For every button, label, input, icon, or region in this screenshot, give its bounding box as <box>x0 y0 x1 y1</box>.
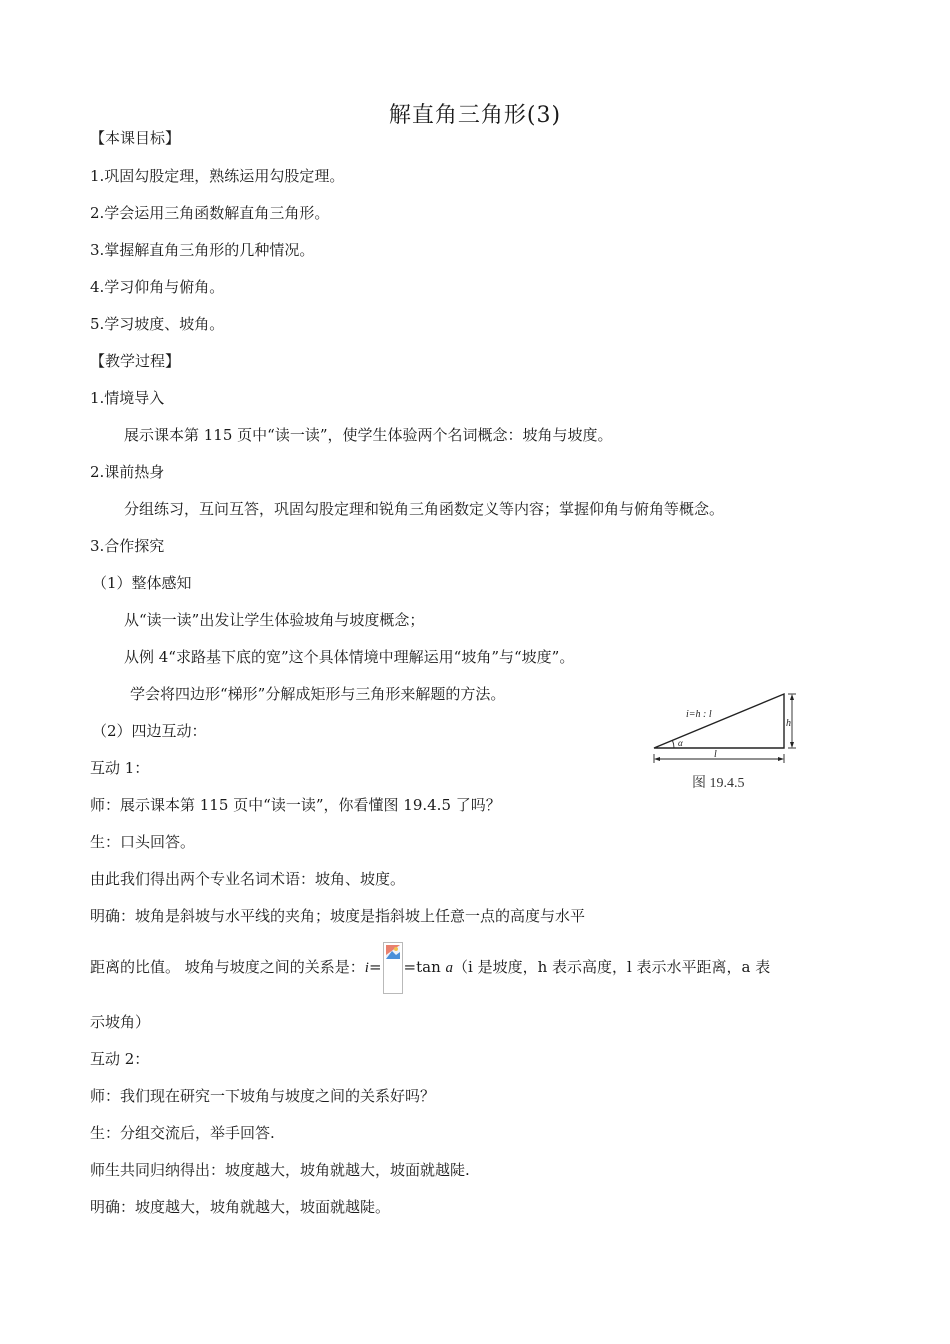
goal-item-5: 5.学习坡度、坡角。 <box>90 315 225 333</box>
interaction-2-title: 互动 2： <box>90 1050 150 1068</box>
formula-line-suffix: （i 是坡度，h 表示高度，l 表示水平距离，a 表 <box>453 958 771 976</box>
interaction-2-teacher: 师：我们现在研究一下坡角与坡度之间的关系好吗？ <box>90 1087 436 1105</box>
goal-item-1: 1.巩固勾股定理，熟练运用勾股定理。 <box>90 167 345 185</box>
angle-arc <box>673 741 675 748</box>
formula-i-symbol: i <box>364 960 369 976</box>
section-3-para-3: 学会将四边形“梯形”分解成矩形与三角形来解题的方法。 <box>130 685 506 703</box>
section-2-title: 2.课前热身 <box>90 463 165 481</box>
fraction-image-placeholder <box>383 942 403 994</box>
section-3-sub-2: （2）四边互动： <box>92 722 207 740</box>
interaction-1-definition: 明确：坡角是斜坡与水平线的夹角；坡度是指斜坡上任意一点的高度与水平 <box>90 907 586 925</box>
section-3-para-1: 从“读一读”出发让学生体验坡角与坡度概念； <box>124 611 425 629</box>
formula-alpha: a <box>445 960 453 976</box>
section-3-para-2: 从例 4“求路基下底的宽”这个具体情境中理解运用“坡角”与“坡度”。 <box>124 648 575 666</box>
interaction-1-teacher: 师：展示课本第 115 页中“读一读”，你看懂图 19.4.5 了吗？ <box>90 796 501 814</box>
image-icon <box>386 945 400 959</box>
interaction-2-student: 生：分组交流后，举手回答. <box>90 1124 275 1142</box>
interaction-1-definition-end: 示坡角） <box>90 1013 151 1031</box>
section-1-title: 1.情境导入 <box>90 389 165 407</box>
section-1-text: 展示课本第 115 页中“读一读”，使学生体验两个名词概念：坡角与坡度。 <box>124 426 613 444</box>
formula-equals: = <box>368 958 382 976</box>
triangle-shape <box>654 694 784 748</box>
length-label: l <box>714 749 717 760</box>
page-title: 解直角三角形(3) <box>388 103 562 128</box>
goal-item-2: 2.学会运用三角函数解直角三角形。 <box>90 204 330 222</box>
figure-caption: 图 19.4.5 <box>692 776 745 791</box>
process-header: 【教学过程】 <box>90 352 181 370</box>
interaction-2-summary: 师生共同归纳得出：坡度越大，坡角就越大，坡面就越陡. <box>90 1161 470 1179</box>
slope-triangle-diagram <box>648 686 808 776</box>
formula-tan: =tan <box>403 958 446 976</box>
section-2-text: 分组练习，互问互答，巩固勾股定理和锐角三角函数定义等内容；掌握仰角与俯角等概念。 <box>124 500 725 518</box>
angle-label: α <box>678 738 683 748</box>
goal-item-4: 4.学习仰角与俯角。 <box>90 278 225 296</box>
formula-line-prefix: 距离的比值。 坡角与坡度之间的关系是： <box>90 958 365 976</box>
interaction-1-result: 由此我们得出两个专业名词术语：坡角、坡度。 <box>90 870 406 888</box>
goals-header: 【本课目标】 <box>90 129 181 147</box>
interaction-1-title: 互动 1： <box>90 759 150 777</box>
goal-item-3: 3.掌握解直角三角形的几种情况。 <box>90 241 315 259</box>
section-3-sub-1: （1）整体感知 <box>92 574 192 592</box>
interaction-1-student: 生：口头回答。 <box>90 833 196 851</box>
ratio-label: i=h : l <box>686 709 712 720</box>
height-label: h <box>786 718 791 729</box>
section-3-title: 3.合作探究 <box>90 537 165 555</box>
interaction-2-definition: 明确：坡度越大，坡角就越大，坡面就越陡。 <box>90 1198 391 1216</box>
interaction-1-formula-line <box>90 942 770 994</box>
